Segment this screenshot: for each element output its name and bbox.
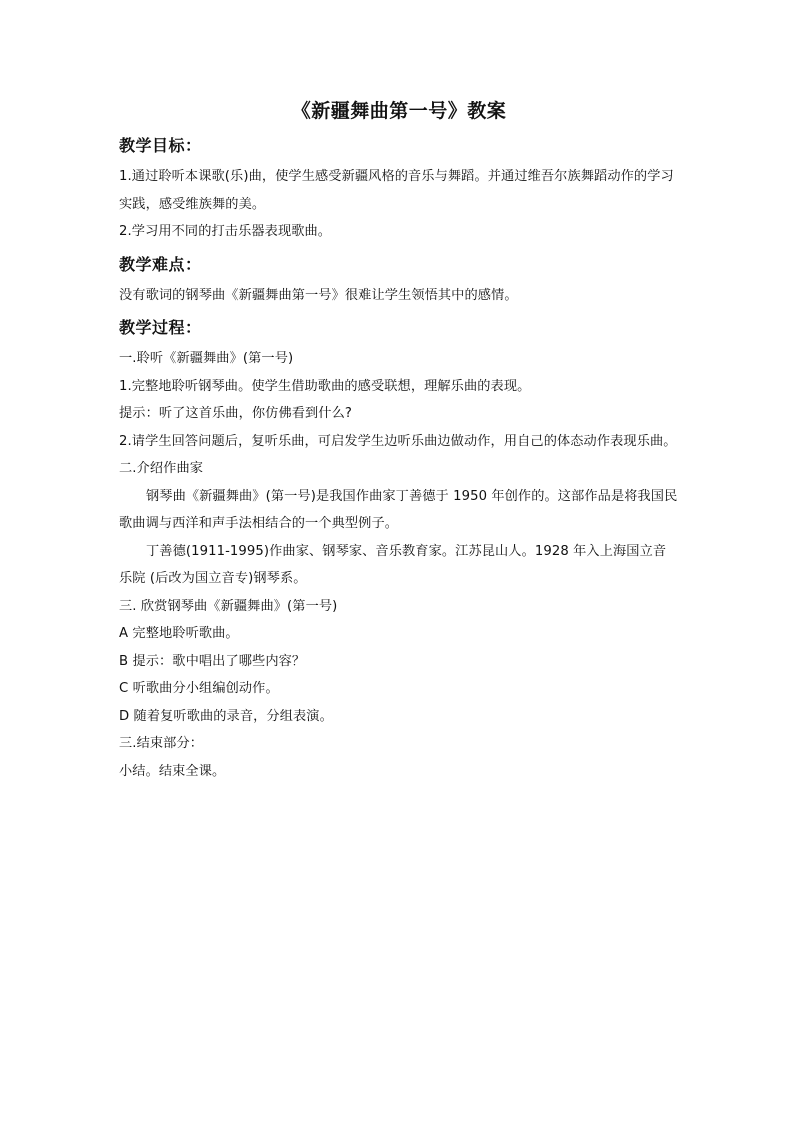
objective-item: 2.学习用不同的打击乐器表现歌曲。	[119, 224, 332, 239]
difficulty-heading: 教学难点：	[119, 254, 202, 274]
objectives-heading: 教学目标：	[119, 136, 202, 155]
process-line: 提示：听了这首乐曲，你仿佛看到什么?	[119, 406, 352, 421]
objective-item: 1.通过聆听本课歌(乐)曲，使学生感受新疆风格的音乐与舞蹈。并通过维吾尔族舞蹈动作的学习实践，感受维族舞的美。	[119, 169, 674, 212]
process-step-heading: 一.聆听《新疆舞曲》(第一号)	[119, 351, 294, 366]
process-heading: 教学过程：	[119, 318, 202, 337]
process-step-heading: 二.介绍作曲家	[119, 461, 204, 476]
difficulty-text: 没有歌词的钢琴曲《新疆舞曲第一号》很难让学生领悟其中的感情。	[119, 287, 518, 303]
document-title: 《新疆舞曲第一号》教案	[291, 100, 507, 122]
document-body	[119, 98, 679, 785]
process-line: 1.完整地聆听钢琴曲。使学生借助歌曲的感受联想，理解乐曲的表现。	[119, 378, 531, 394]
process-step-heading: 三.结束部分：	[119, 736, 204, 751]
process-line: 2.请学生回答问题后，复听乐曲，可启发学生边听乐曲边做动作，用自己的体态动作表现乐曲。	[119, 433, 677, 449]
process-line: 小结。结束全课。	[119, 763, 226, 779]
composer-bio-paragraph: 丁善德(1911-1995)作曲家、钢琴家、音乐教育家。江苏昆山人。1928 年入上海国立音乐院 (后改为国立音专)钢琴系。	[119, 543, 667, 586]
composer-paragraph: 钢琴曲《新疆舞曲》(第一号)是我国作曲家丁善德于 1950 年创作的。这部作品是将我国民歌曲调与西洋和声手法相结合的一个典型例子。	[119, 488, 678, 531]
process-line: D 随着复听歌曲的录音，分组表演。	[119, 708, 333, 724]
process-line: B 提示：歌中唱出了哪些内容？	[119, 653, 306, 669]
process-step-heading: 三. 欣赏钢琴曲《新疆舞曲》(第一号)	[119, 598, 338, 614]
process-line: A 完整地聆听歌曲。	[119, 626, 239, 641]
process-line: C 听歌曲分小组编创动作。	[119, 681, 279, 696]
